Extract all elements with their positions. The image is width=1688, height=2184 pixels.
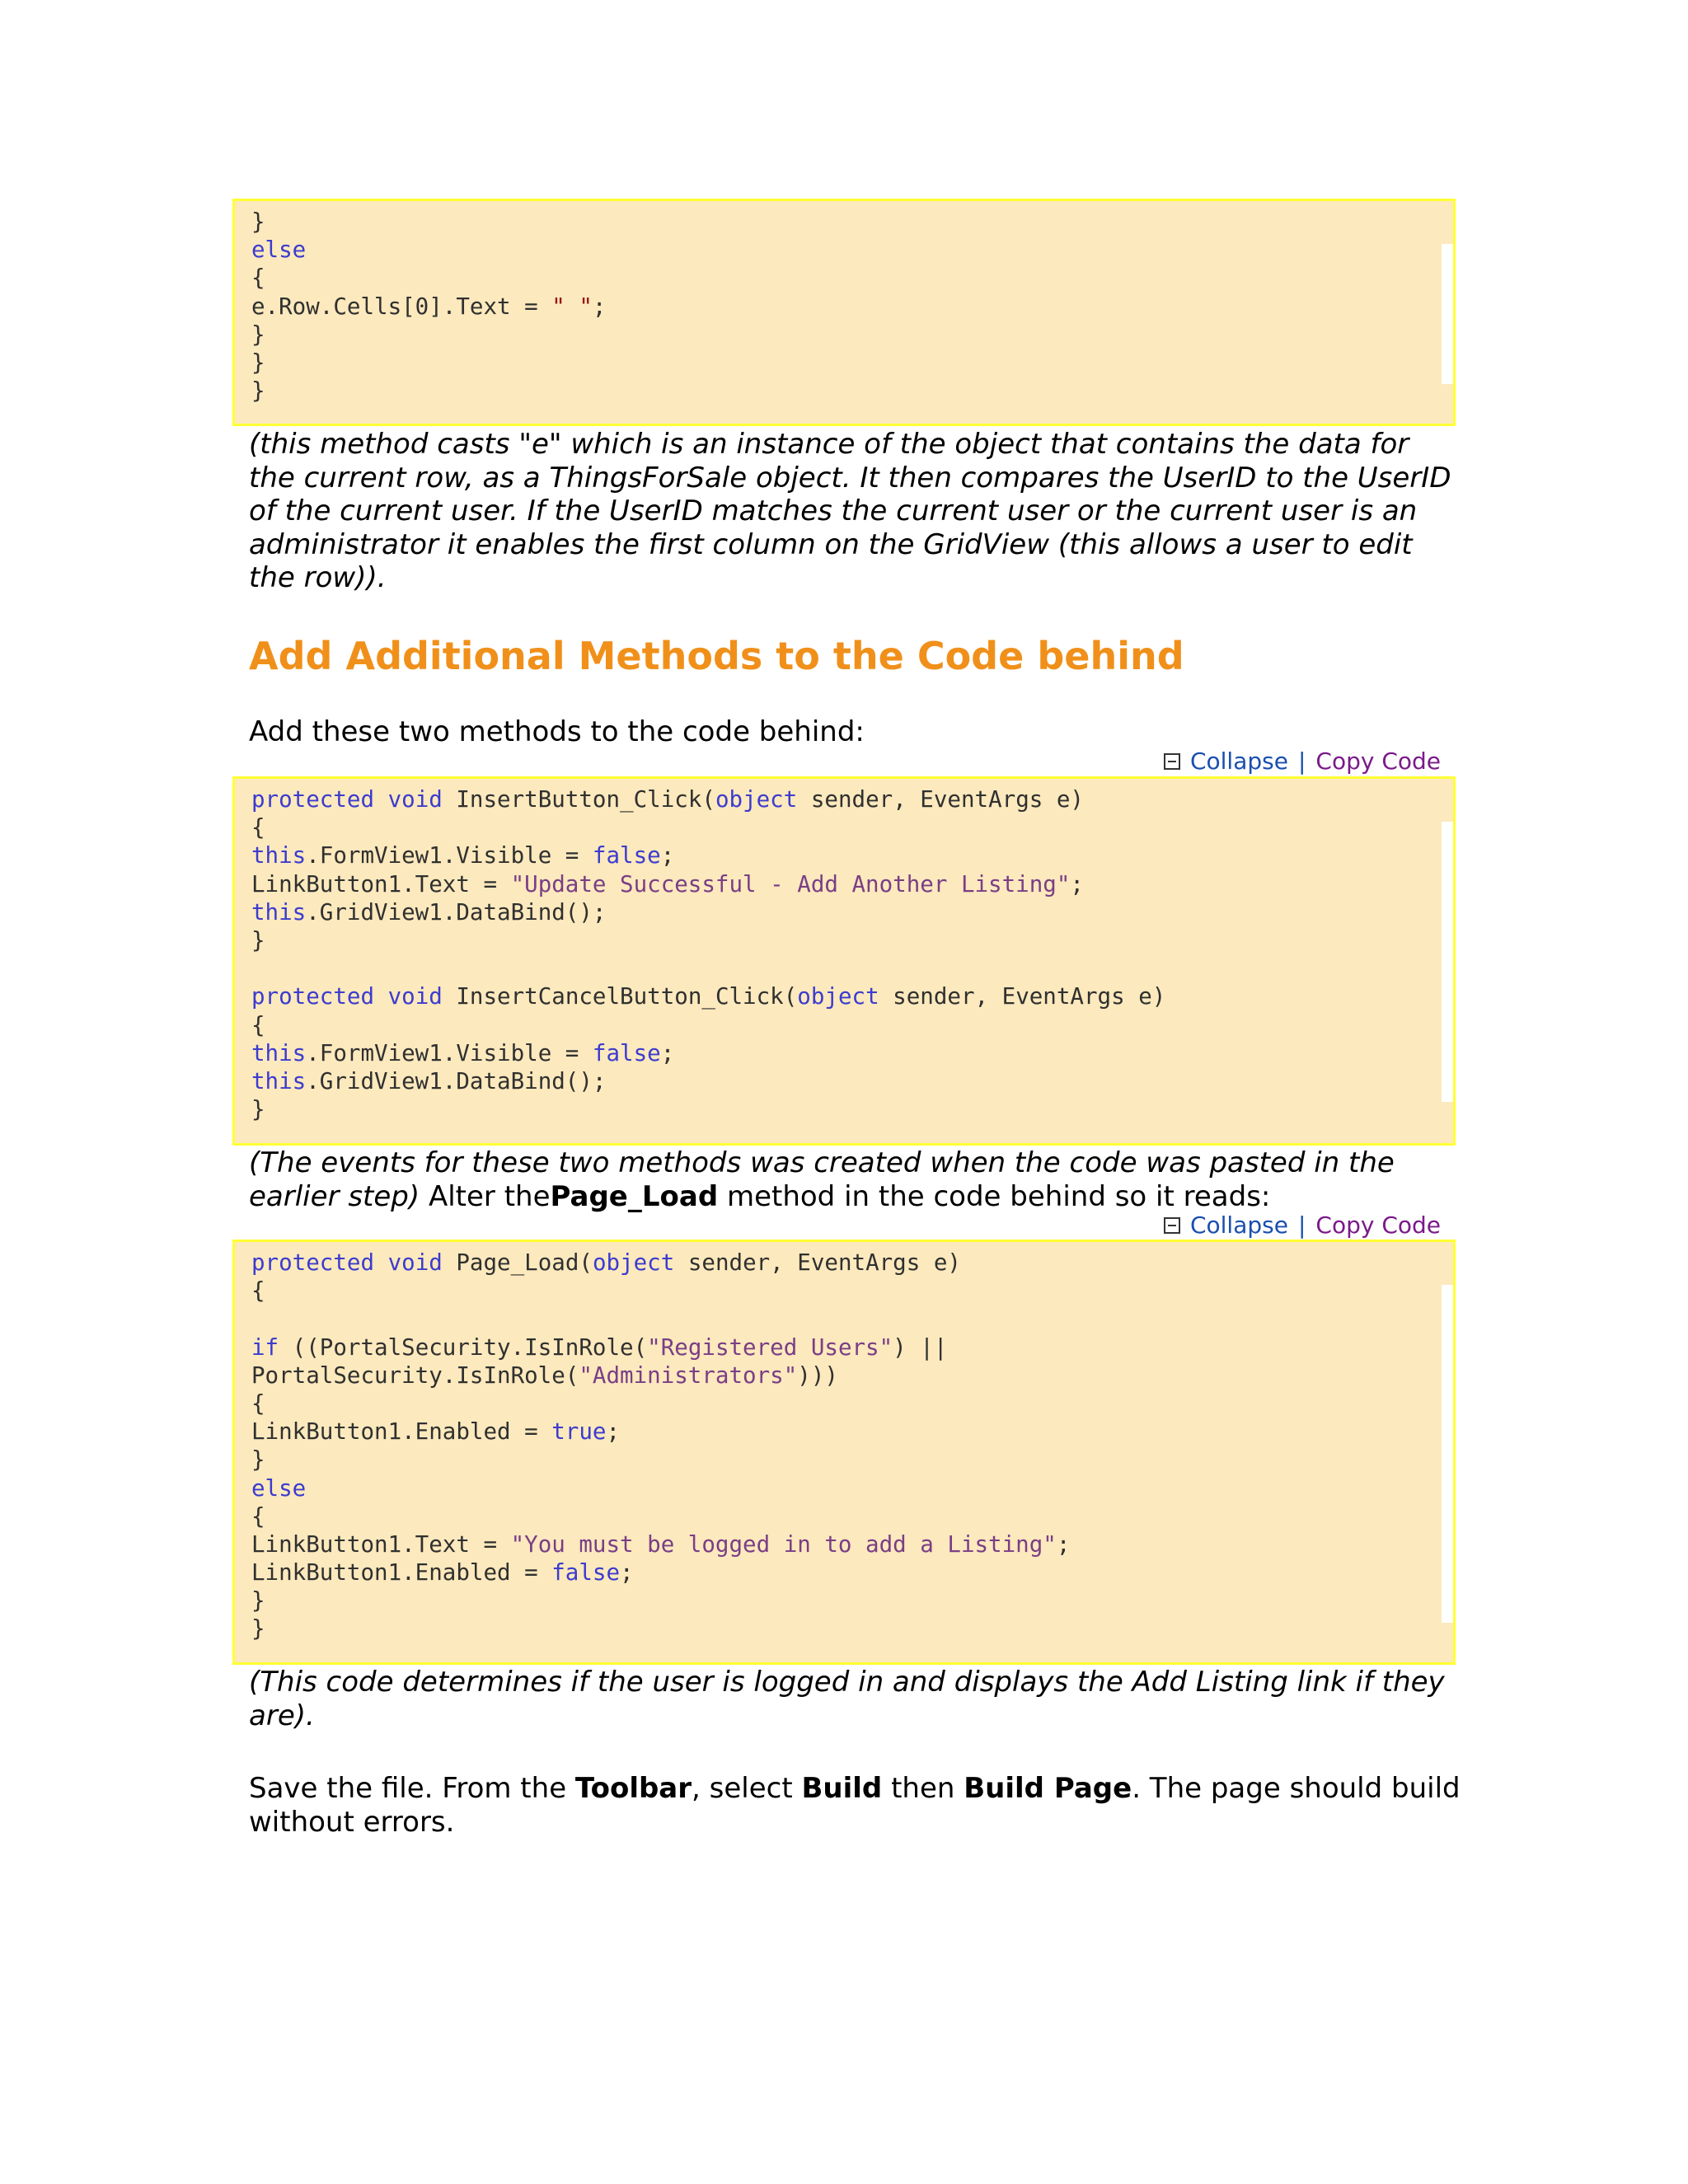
code-text: LinkButton1.Text = [251,870,511,898]
page-load-term: Page_Load [550,1179,719,1213]
copy-code-link[interactable]: Copy Code [1315,748,1441,775]
code-toolbar-1 [1164,748,1441,776]
code-keyword: if [251,1333,279,1361]
code-text: ; [660,1039,675,1066]
code-text: } [251,926,265,954]
code-text: } [251,349,265,376]
code-line [251,293,1453,321]
build-text-2: , select [692,1772,802,1805]
code-text: } [251,377,265,405]
code-keyword: void [387,983,443,1010]
copy-code-link[interactable]: Copy Code [1315,1212,1441,1239]
code-keyword: protected [251,1249,375,1276]
code-block-1 [232,199,1456,426]
code-text: LinkButton1.Enabled = [251,1559,552,1586]
code-block-2 [232,776,1456,1146]
code-text: .FormView1.Visible = [306,842,593,869]
collapse-link[interactable]: Collapse [1189,748,1288,775]
code-text: ; [592,293,607,320]
code-keyword: else [251,237,307,264]
code-text: ; [620,1559,634,1586]
code-text: } [251,209,265,235]
code-text: { [251,1277,265,1305]
code-line [251,1277,1453,1305]
code-text [374,786,388,813]
code-text: ) || [893,1333,948,1361]
code-line [251,926,1453,954]
code-text: ; [606,1418,621,1446]
code-line [251,1530,1453,1558]
code-text: } [251,1096,265,1123]
code-line [251,1011,1453,1039]
code-text: sender, EventArgs e) [879,983,1166,1010]
section-heading: Add Additional Methods to the Code behind [249,634,1184,678]
code-keyword: object [715,786,798,813]
code-text: sender, EventArgs e) [797,786,1084,813]
code-text: { [251,1390,265,1417]
login-explanation-text: (This code determines if the user is logged in and displays the Add Listing link if they are). [249,1666,1445,1732]
code-line [251,1446,1453,1474]
code-line [251,1305,1453,1333]
code-line [251,1333,1453,1361]
code-text [374,983,388,1010]
code-text: LinkButton1.Text = [251,1530,511,1558]
method-explanation-text: (this method casts "e" which is an instance of the object that contains the data for the current row, as a ThingsForSale object. It then compares the UserID to the UserID of the current user. If the UserID matches the current user or the current user is an administrator it enables the first column on the GridView (this allows a user to edit the row)). [249,428,1451,594]
code-line [251,1502,1453,1530]
code-text: .GridView1.DataBind(); [306,898,607,926]
code-keyword: false [551,1559,621,1586]
code-line [251,1067,1453,1095]
code-text: ))) [797,1361,838,1389]
code-keyword: this [251,898,307,926]
code-text: } [251,1446,265,1474]
build-text-1: Save the file. From the [249,1772,575,1805]
code-keyword: void [387,1249,443,1276]
events-explanation-text [249,1146,1461,1213]
code-text: { [251,1502,265,1530]
code-keyword: false [592,842,661,869]
code-text: .FormView1.Visible = [306,1039,593,1066]
code-line [251,1249,1453,1277]
code-keyword: object [592,1249,675,1276]
code-line [251,1474,1453,1502]
code-text: sender, EventArgs e) [674,1249,961,1276]
code-text: InsertCancelButton_Click( [442,983,798,1010]
toolbar-term: Toolbar [574,1772,692,1805]
build-instructions-text [249,1772,1461,1839]
code-line [251,898,1453,926]
code-line [251,870,1453,898]
code-text: } [251,1615,265,1643]
code-text: ((PortalSecurity.IsInRole( [279,1333,648,1361]
code-scrollbar[interactable] [1442,244,1453,384]
code-string: "Update Successful - Add Another Listing" [510,870,1071,898]
code-line [251,841,1453,869]
code-keyword: protected [251,983,375,1010]
code-text: .GridView1.DataBind(); [306,1067,607,1094]
code-text [374,1249,388,1276]
code-line [251,1418,1453,1446]
code-line [251,954,1453,982]
build-text-4: . The page should build without errors. [249,1772,1461,1839]
code-line [251,321,1453,349]
code-line [251,1039,1453,1067]
code-keyword: this [251,1067,307,1094]
code-line [251,1095,1453,1123]
code-line [251,785,1453,813]
code-line [251,1361,1453,1390]
code-string: "You must be logged in to add a Listing" [510,1530,1057,1558]
code-line [251,982,1453,1010]
code-text: PortalSecurity.IsInRole( [251,1361,579,1389]
collapse-link[interactable]: Collapse [1189,1212,1288,1239]
code-string: "Administrators" [579,1361,798,1389]
collapse-icon[interactable] [1164,1217,1180,1234]
code-line [251,208,1453,236]
code-keyword: else [251,1474,307,1502]
alter-text: Alter the [420,1179,551,1213]
code-string: "Registered Users" [647,1333,893,1361]
code-keyword: void [387,786,443,813]
code-lines [251,1249,1453,1643]
code-line [251,236,1453,264]
code-keyword: object [797,983,879,1010]
build-text-3: then [882,1772,964,1805]
code-lines [251,785,1453,1123]
code-line [251,1586,1453,1615]
code-text: ; [660,842,675,869]
code-text: e.Row.Cells[0].Text = [251,293,552,320]
code-line [251,1615,1453,1643]
intro-text: Add these two methods to the code behind: [249,715,865,748]
code-scrollbar[interactable] [1442,1285,1453,1623]
code-text: ; [1070,870,1084,898]
code-text: { [251,265,265,292]
code-line [251,1558,1453,1586]
events-note: (The events for these two methods was created when the code was pasted in the earlier step) [249,1146,1395,1213]
code-scrollbar[interactable] [1442,822,1453,1102]
collapse-icon[interactable] [1164,753,1180,770]
code-keyword: this [251,842,307,869]
code-text: { [251,814,265,841]
code-line [251,349,1453,377]
build-term: Build [801,1772,883,1805]
code-toolbar-2 [1164,1212,1441,1240]
code-text: Page_Load( [442,1249,593,1276]
code-text: ; [1056,1530,1071,1558]
code-keyword: protected [251,786,375,813]
toolbar-separator: | [1297,748,1306,775]
code-text: LinkButton1.Enabled = [251,1418,552,1446]
code-text: } [251,321,265,348]
code-line [251,1390,1453,1418]
build-page-term: Build Page [964,1772,1132,1805]
code-line [251,264,1453,292]
code-text: } [251,1587,265,1615]
code-line [251,377,1453,405]
code-text: { [251,1011,265,1038]
code-block-3 [232,1240,1456,1665]
alter-text-end: method in the code behind so it reads: [718,1179,1271,1213]
code-line [251,813,1453,841]
code-lines [251,208,1453,405]
code-keyword: this [251,1039,307,1066]
toolbar-separator: | [1297,1212,1306,1239]
code-string: " " [551,293,593,320]
code-keyword: false [592,1039,661,1066]
code-text: InsertButton_Click( [442,786,715,813]
code-keyword: true [551,1418,607,1446]
